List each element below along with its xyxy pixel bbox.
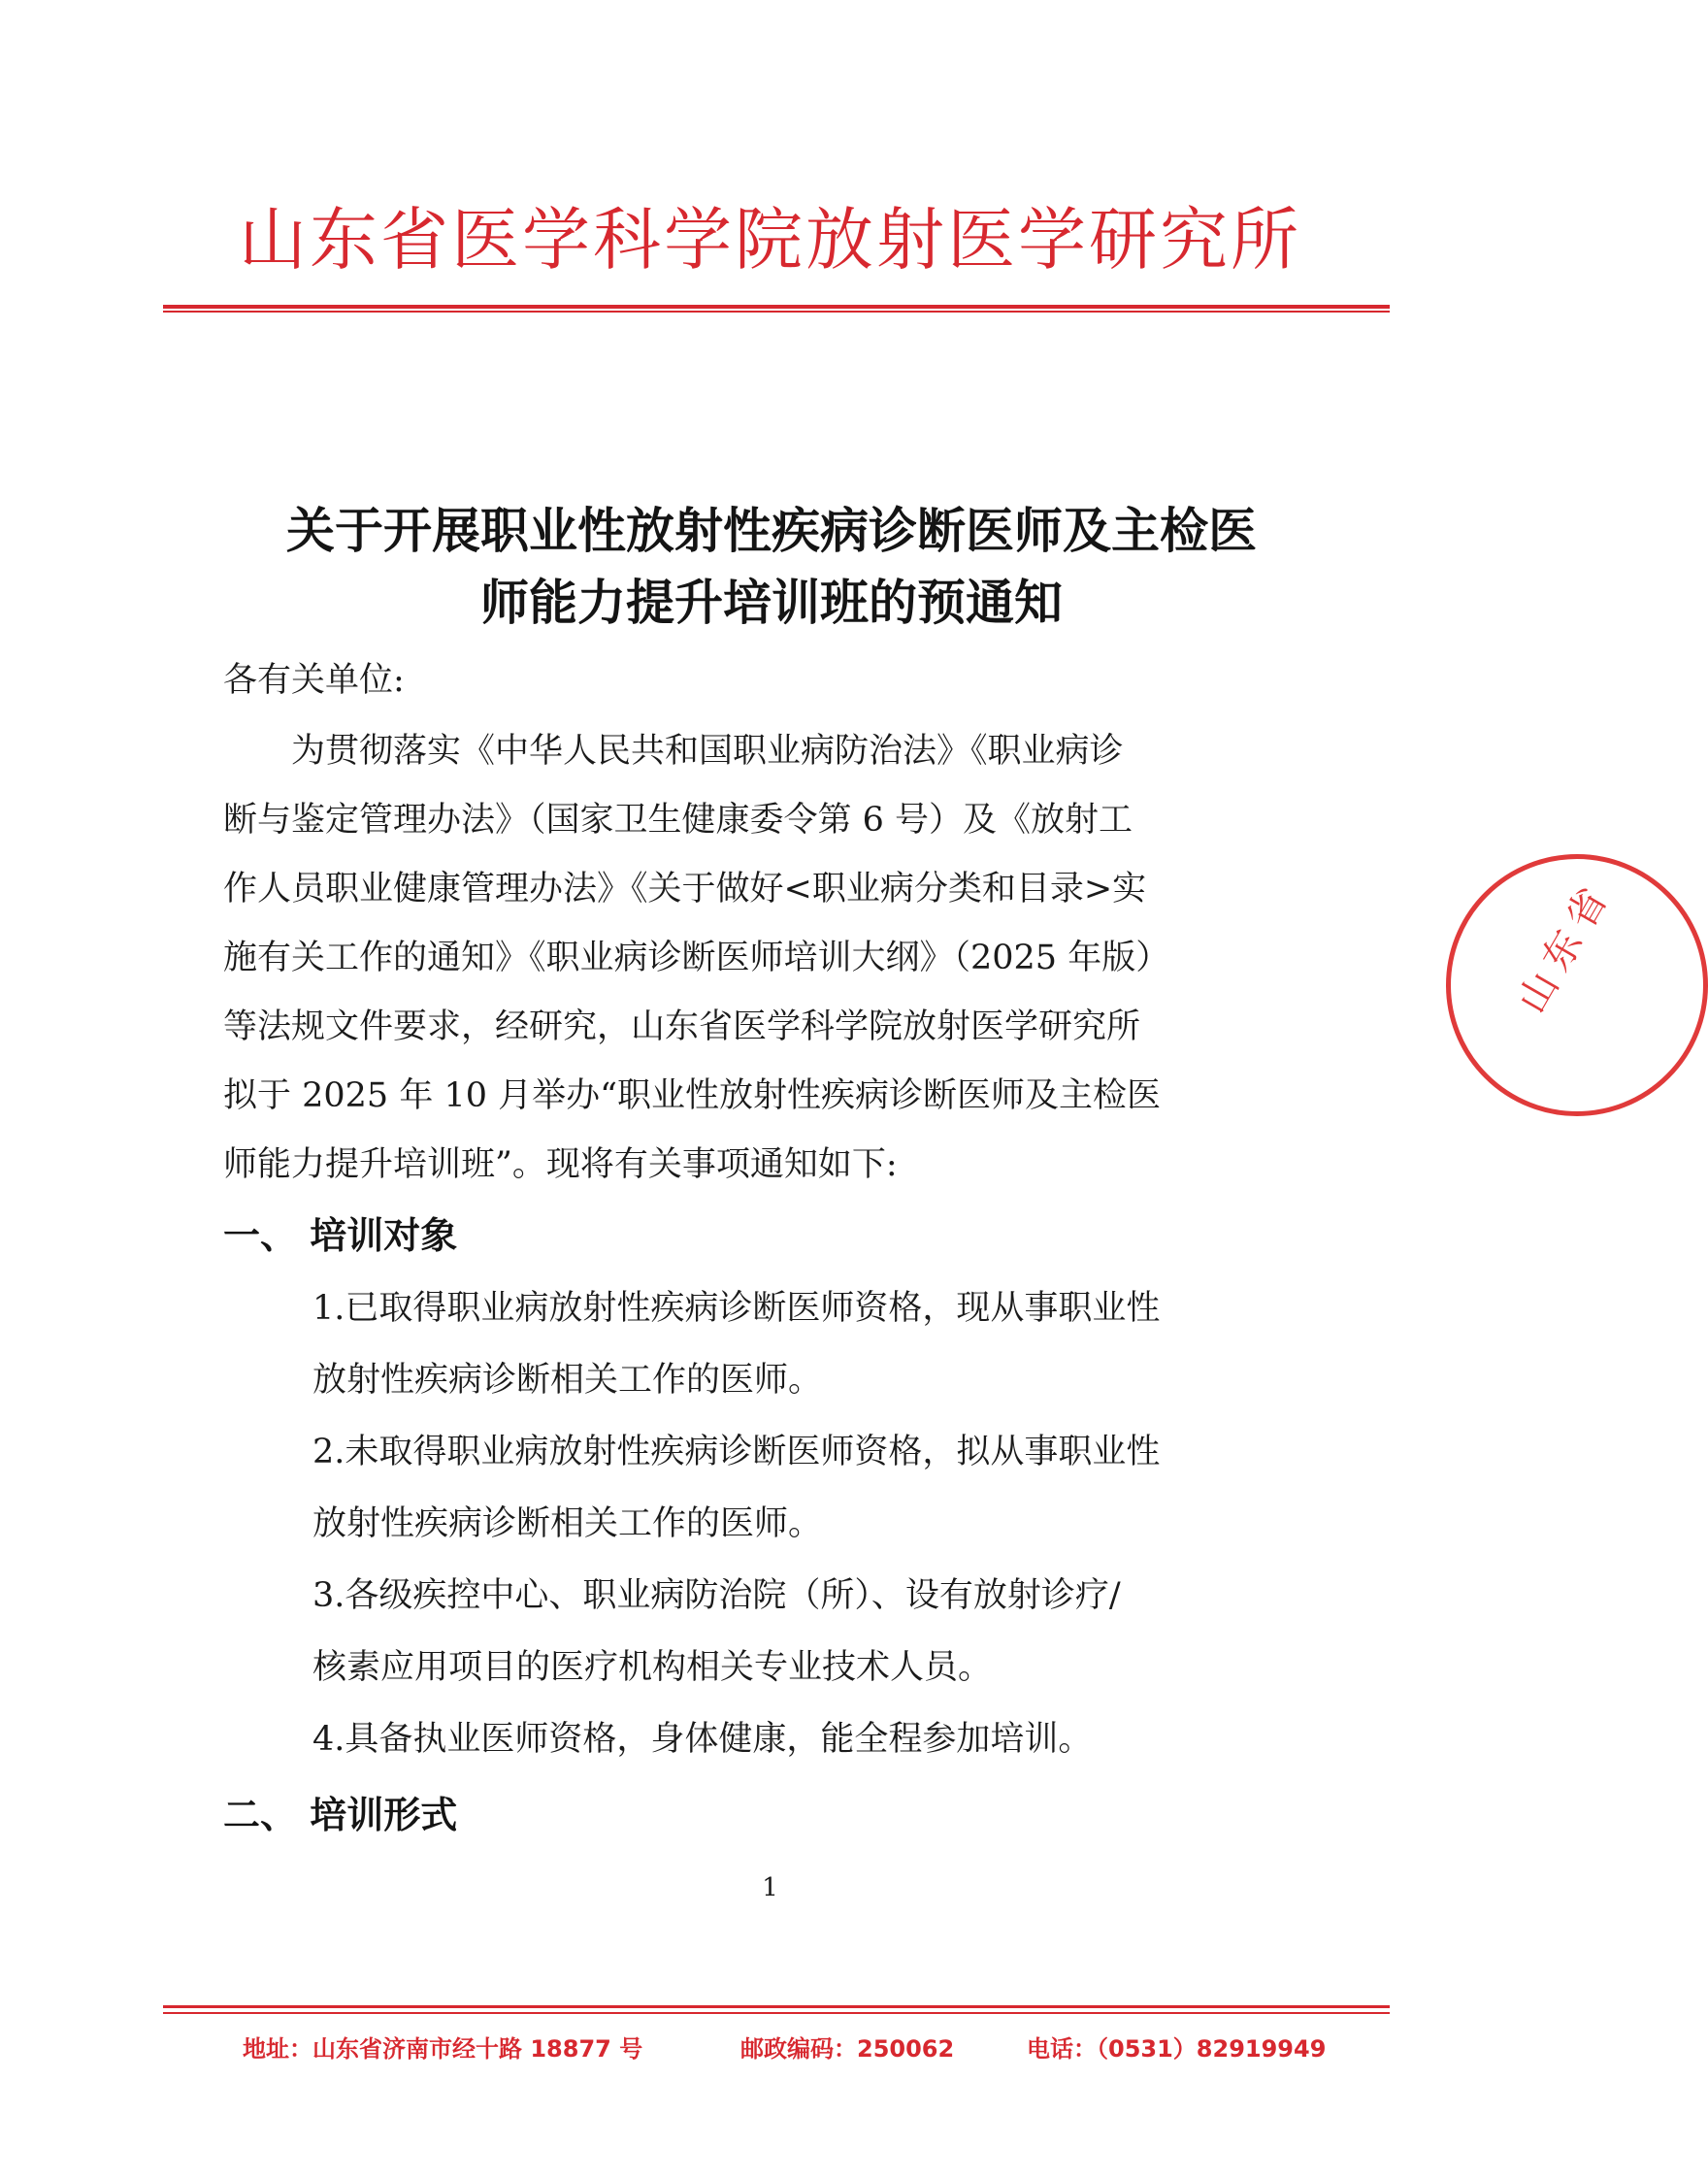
- footer-rule: [163, 2005, 1390, 2008]
- footer-contact: [163, 2024, 1390, 2066]
- letterhead-title: 山东省医学科学院放射医学研究所: [239, 200, 1301, 280]
- section-heading-1: 一、 培训对象: [223, 1214, 458, 1257]
- paragraph-line: 师能力提升培训班”。现将有关事项通知如下:: [223, 1145, 898, 1184]
- list-item-continuation: 核素应用项目的医疗机构相关专业技术人员。: [312, 1648, 993, 1687]
- footer-rule-thin: [163, 2012, 1390, 2014]
- title-line-2: 师能力提升培训班的预通知: [480, 574, 1063, 631]
- letterhead-rule-thin: [163, 311, 1390, 313]
- list-item: 3.各级疾控中心、职业病防治院（所）、设有放射诊疗/: [312, 1576, 1121, 1615]
- list-item-continuation: 放射性疾病诊断相关工作的医师。: [312, 1361, 823, 1400]
- list-item-continuation: 放射性疾病诊断相关工作的医师。: [312, 1504, 823, 1543]
- document-title: [194, 495, 1349, 639]
- paragraph-line: 作人员职业健康管理办法》《关于做好<职业病分类和目录>实: [223, 870, 1147, 908]
- paragraph-line: 拟于 2025 年 10 月举办“职业性放射性疾病诊断医师及主检医: [223, 1076, 1162, 1115]
- footer-address: 地址：山东省济南市经十路 18877 号: [243, 2035, 643, 2063]
- salutation: 各有关单位:: [223, 661, 405, 700]
- paragraph-line: 为贯彻落实《中华人民共和国职业病防治法》《职业病诊: [291, 732, 1124, 771]
- footer-phone: 电话：（0531）82919949: [1027, 2035, 1327, 2063]
- list-item: 4.具备执业医师资格，身体健康，能全程参加培训。: [312, 1720, 1093, 1759]
- page-number: 1: [762, 1873, 778, 1902]
- list-item: 1.已取得职业病放射性疾病诊断医师资格，现从事职业性: [312, 1289, 1161, 1328]
- paragraph-line: 施有关工作的通知》《职业病诊断医师培训大纲》（2025 年版）: [223, 939, 1170, 977]
- paragraph-line: 等法规文件要求，经研究，山东省医学科学院放射医学研究所: [223, 1007, 1141, 1046]
- title-line-1: 关于开展职业性放射性疾病诊断医师及主检医: [286, 502, 1257, 559]
- section-heading-2: 二、 培训形式: [223, 1794, 458, 1836]
- paragraph-line: 断与鉴定管理办法》（国家卫生健康委令第 6 号）及《放射工: [223, 801, 1133, 840]
- official-seal-stamp: [1446, 854, 1708, 1116]
- seal-text: 山东省: [1509, 872, 1622, 1021]
- letterhead-rule: [163, 305, 1390, 309]
- list-item: 2.未取得职业病放射性疾病诊断医师资格，拟从事职业性: [312, 1433, 1161, 1471]
- footer-postcode: 邮政编码：250062: [740, 2035, 955, 2063]
